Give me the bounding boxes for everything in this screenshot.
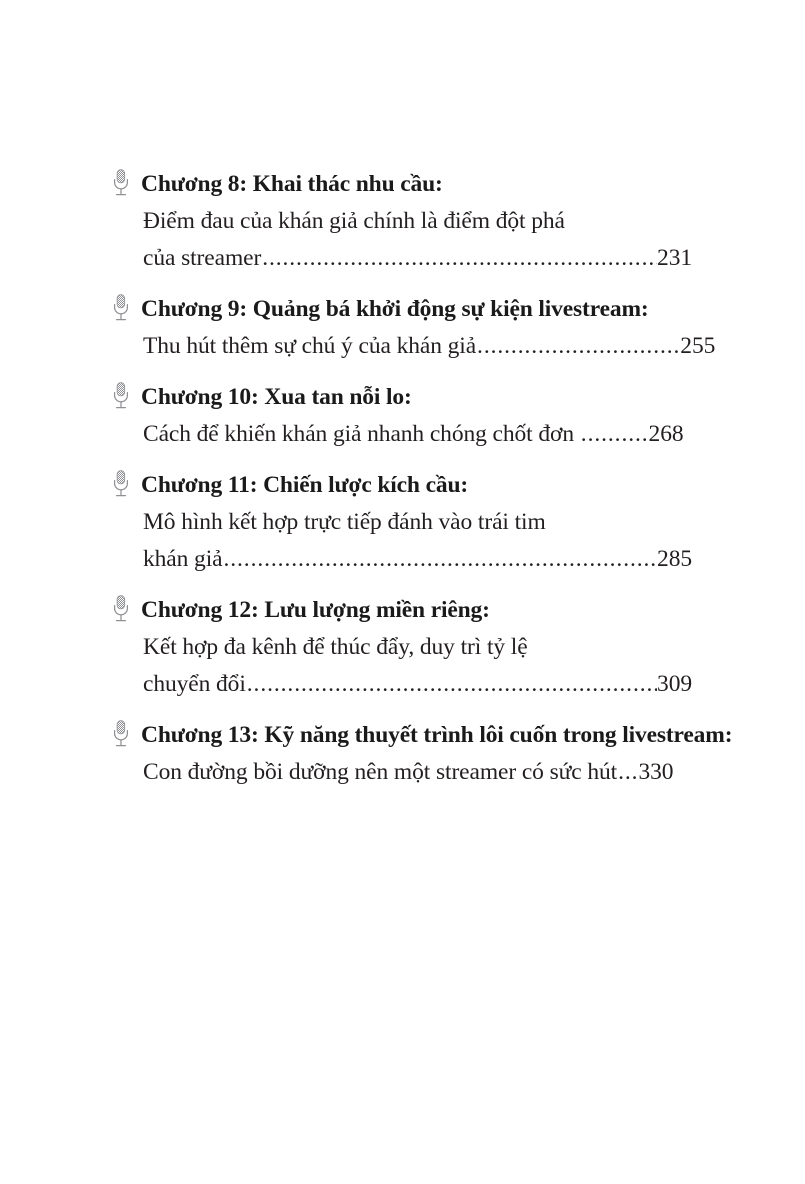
toc-entry-body (112, 467, 690, 578)
chapter-title: Chương 9: Quảng bá khởi động sự kiện livestream: (141, 296, 649, 322)
microphone-icon (112, 169, 130, 196)
chapter-description (141, 504, 690, 578)
microphone-icon (112, 470, 130, 497)
dot-leader (223, 541, 657, 578)
description-line-with-page (143, 666, 692, 703)
page-number: 330 (638, 759, 674, 785)
dot-leader: .............................. (477, 333, 681, 359)
microphone-icon (112, 595, 130, 622)
description-line: của streamer (143, 245, 262, 271)
toc-entry-body (112, 592, 690, 703)
dot-leader (262, 240, 657, 277)
description-line-with-page (143, 240, 692, 277)
toc-entry-body (112, 717, 733, 791)
page-number: 309 (657, 671, 692, 697)
description-line: Mô hình kết hợp trực tiếp đánh vào trái tim (143, 509, 546, 535)
chapter-description (141, 203, 690, 277)
description-line-with-page (143, 328, 716, 365)
chapter-description (141, 328, 716, 365)
toc-entry[interactable] (112, 379, 690, 453)
description-line-with-page (143, 416, 690, 453)
toc-entry-body (112, 379, 690, 453)
page-number: 268 (648, 421, 684, 447)
description-line: chuyển đổi (143, 671, 246, 697)
description-line-with-page (143, 754, 690, 791)
toc-entry[interactable] (112, 467, 690, 578)
toc-entry[interactable] (112, 166, 690, 277)
toc-entry[interactable] (112, 717, 733, 791)
description-line: Cách để khiến khán giả nhanh chóng chốt đơn (143, 421, 580, 447)
toc-entry-body (112, 291, 716, 365)
chapter-title: Chương 12: Lưu lượng miền riêng: (141, 597, 490, 623)
toc-entry[interactable] (112, 291, 716, 365)
toc-entry-body (112, 166, 690, 277)
description-line: Con đường bồi dưỡng nên một streamer có sức hút (143, 759, 618, 785)
microphone-icon (112, 720, 130, 747)
description-line: Điểm đau của khán giả chính là điểm đột phá (143, 208, 565, 234)
chapter-description (141, 416, 690, 453)
chapter-title: Chương 8: Khai thác nhu cầu: (141, 171, 443, 197)
page-number: 231 (657, 245, 692, 271)
page-number: 285 (657, 546, 692, 572)
description-line: Kết hợp đa kênh để thúc đẩy, duy trì tỷ lệ (143, 634, 528, 660)
microphone-icon (112, 294, 130, 321)
dot-leader (247, 666, 657, 703)
dot-leader: ... (618, 759, 639, 785)
chapter-title: Chương 13: Kỹ năng thuyết trình lôi cuốn trong livestream: (141, 722, 733, 748)
description-line: Thu hút thêm sự chú ý của khán giả (143, 333, 477, 359)
toc-entry[interactable] (112, 592, 690, 703)
dot-leader: .......... (580, 421, 649, 447)
microphone-icon (112, 382, 130, 409)
table-of-contents (112, 166, 733, 791)
chapter-title: Chương 10: Xua tan nỗi lo: (141, 384, 412, 410)
page-number: 255 (680, 333, 716, 359)
description-line-with-page (143, 541, 692, 578)
chapter-description (141, 754, 690, 791)
chapter-description (141, 629, 690, 703)
description-line: khán giả (143, 546, 223, 572)
chapter-title: Chương 11: Chiến lược kích cầu: (141, 472, 469, 498)
